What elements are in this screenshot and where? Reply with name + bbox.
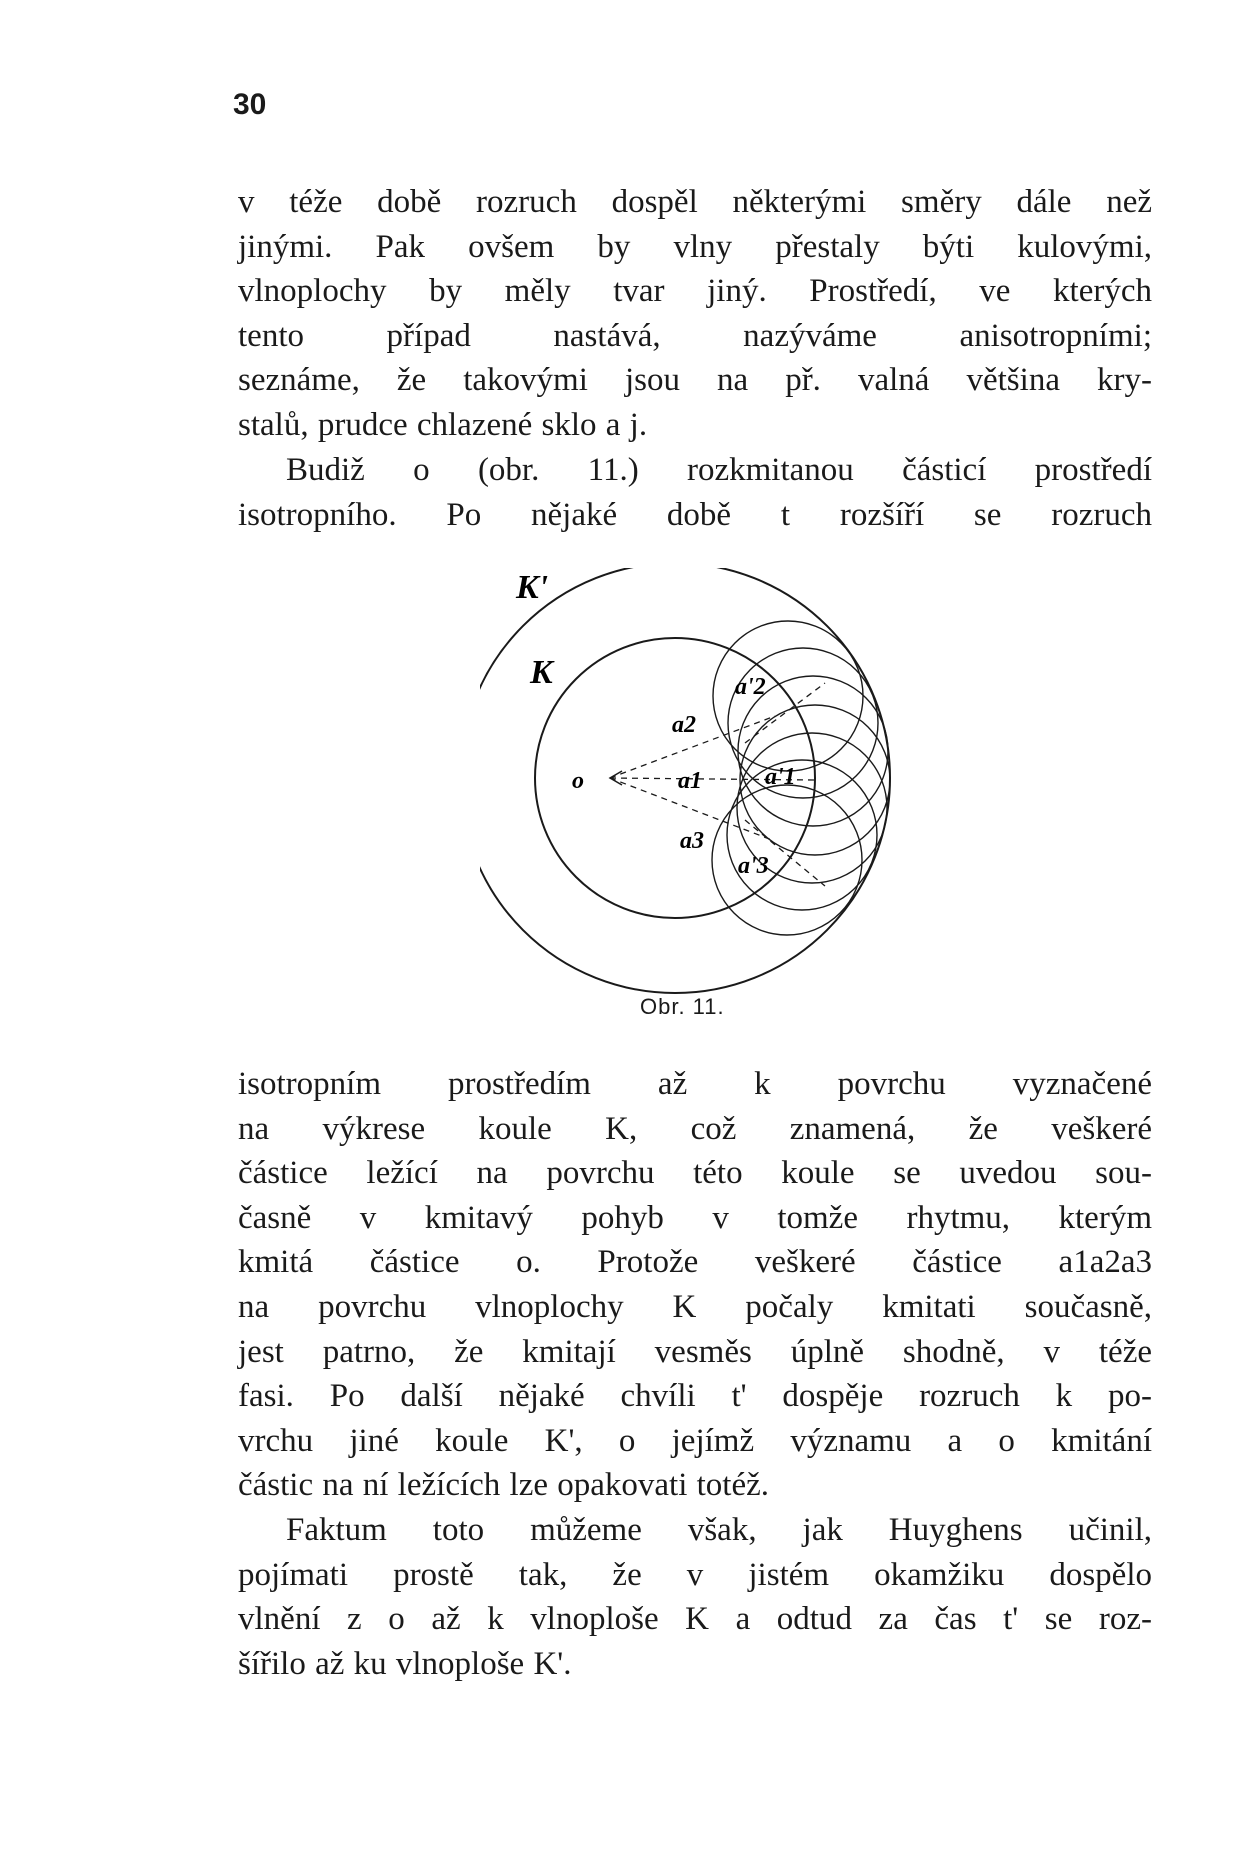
label-a3-prime: a'3 — [738, 853, 769, 879]
text-line: vlnění z o až k vlnoploše K a odtud za čas t' se roz- — [238, 1601, 1152, 1638]
paragraph-2 — [238, 448, 1152, 537]
text-line: fasi. Po další nějaké chvíli t' dospěje rozruch k po- — [238, 1378, 1152, 1415]
text-line: kmitá částice o. Protože veškeré částice a1a2a3 — [238, 1244, 1152, 1281]
text-line: částice ležící na povrchu této koule se uvedou sou- — [238, 1155, 1152, 1192]
text-line: časně v kmitavý pohyb v tomže rhytmu, kterým — [238, 1199, 1152, 1236]
secondary-wavelet — [712, 785, 862, 935]
paragraph-1 — [238, 180, 1152, 448]
text-line: Budiž o (obr. 11.) rozkmitanou částicí prostředí — [286, 452, 1152, 488]
text-line: jinými. Pak ovšem by vlny přestaly býti kulovými, — [238, 228, 1152, 265]
text-line: tento případ nastává, nazýváme anisotropními; — [238, 317, 1152, 354]
text-line: stalů, prudce chlazené sklo a j. — [238, 406, 648, 443]
label-a1-prime: a'1 — [765, 764, 796, 790]
label-a1: a1 — [678, 768, 702, 794]
label-a3: a3 — [680, 828, 704, 854]
figure-11-huygens-diagram — [480, 568, 950, 1008]
text-line: jest patrno, že kmitají vesměs úplně shodně, v téže — [238, 1333, 1152, 1370]
text-line: vlnoplochy by měly tvar jiný. Prostředí, ve kterých — [238, 273, 1152, 310]
text-line: vrchu jiné koule K', o jejímž významu a o kmitání — [238, 1422, 1152, 1459]
text-line: na výkrese koule K, což znamená, že veškeré — [238, 1110, 1152, 1147]
text-line: isotropním prostředím až k povrchu vyznačené — [238, 1066, 1152, 1102]
label-a2: a2 — [672, 712, 696, 738]
paragraph-4 — [238, 1508, 1152, 1686]
label-a2-prime: a'2 — [735, 674, 766, 700]
text-line: pojímati prostě tak, že v jistém okamžiku dospělo — [238, 1556, 1152, 1593]
paragraph-3 — [238, 1062, 1152, 1508]
text-line: isotropního. Po nějaké době t rozšíří se rozruch — [238, 496, 1152, 533]
text-line: šířilo až ku vlnoploše K'. — [238, 1645, 572, 1682]
label-k-prime: K' — [516, 569, 549, 606]
page-number: 30 — [233, 88, 267, 121]
text-line: seznáme, že takovými jsou na př. valná většina kry- — [238, 362, 1152, 399]
text-line: v téže době rozruch dospěl některými směry dále než — [238, 184, 1152, 220]
text-line: na povrchu vlnoplochy K počaly kmitati současně, — [238, 1288, 1152, 1325]
figure-caption: Obr. 11. — [640, 994, 725, 1019]
label-k: K — [530, 654, 553, 691]
text-line: Faktum toto můžeme však, jak Huyghens učinil, — [286, 1512, 1152, 1548]
text-line: částic na ní ležících lze opakovati totéž. — [238, 1467, 770, 1504]
label-o: o — [572, 768, 584, 794]
